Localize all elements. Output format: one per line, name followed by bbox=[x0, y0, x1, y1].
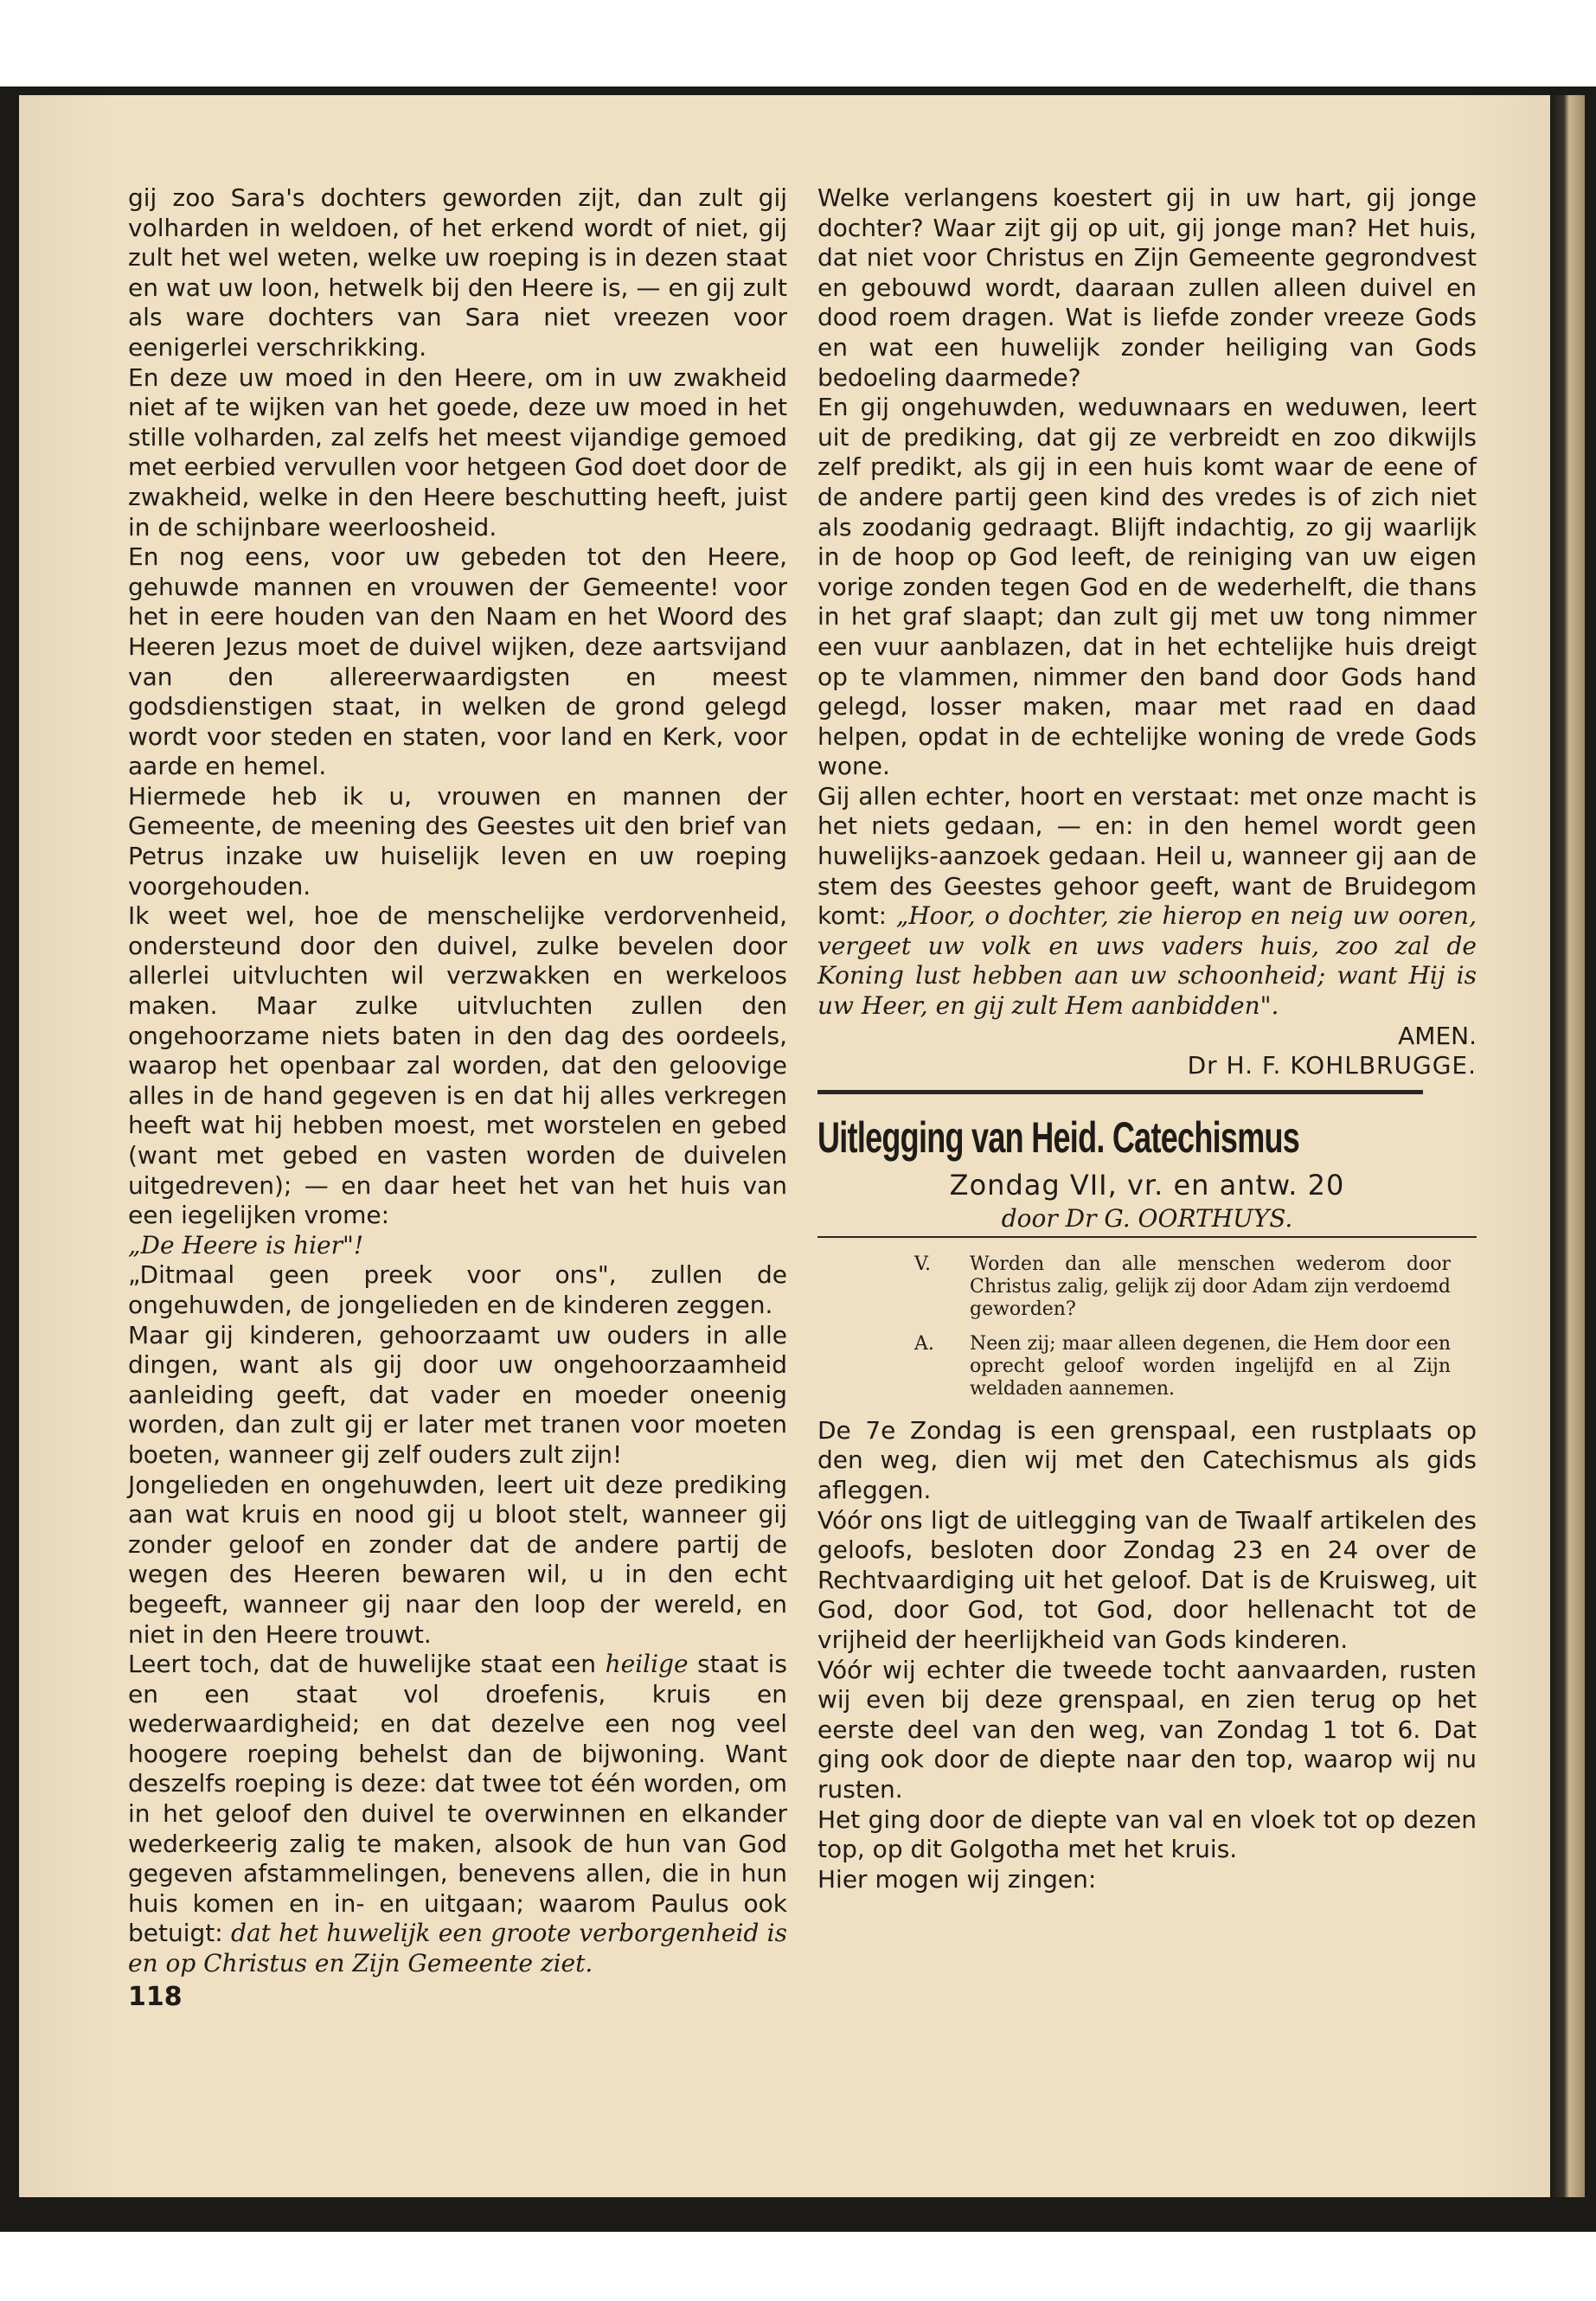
italic-quote: dat het huwelijk een groote verborgenheid is en op Christus en Zijn Gemeente ziet. bbox=[128, 1919, 787, 1978]
left-paragraph: gij zoo Sara's dochters geworden zijt, dan zult gij volharden in weldoen, of het erkend wordt of niet, gij zult het wel weten, welke uw roeping is in dezen staat en wat uw loon, hetwelk bij den Heere is, — en gij zult als ware dochters van Sara niet vreezen voor eenigerlei verschrikking. bbox=[128, 183, 787, 362]
left-paragraph bbox=[128, 1650, 787, 1979]
left-paragraph: Maar gij kinderen, gehoorzaamt uw ouders in alle dingen, want als gij door uw ongehoorzaamheid aanleiding geeft, dat vader en moeder oneenig worden, dan zult gij er later met tranen voor moeten boeten, wanneer gij zelf ouders zult zijn! bbox=[128, 1320, 787, 1469]
right-paragraph bbox=[817, 782, 1477, 1022]
right-paragraph: Welke verlangens koestert gij in uw hart, gij jonge dochter? Waar zijt gij op uit, gij jonge man? Het huis, dat niet voor Christus en Zijn Gemeente gegrondvest en gebouwd wordt, daaraan zullen alleen duivel en dood roem dragen. Wat is liefde zonder vreeze Gods en wat een huwelijk zonder heiliging van Gods bedoeling daarmede? bbox=[817, 183, 1477, 392]
left-paragraph: En nog eens, voor uw gebeden tot den Heere, gehuwde mannen en vrouwen der Gemeente! voor het in eere houden van den Naam en het Woord des Heeren Jezus moet de duivel wijken, deze aartsvijand van den allereerwaardigsten en meest godsdienstigen staat, in welken de grond gelegd wordt voor steden en staten, voor land en Kerk, voor aarde en hemel. bbox=[128, 542, 787, 781]
section-subtitle: Zondag VII, vr. en antw. 20 bbox=[949, 1168, 1345, 1202]
right-paragraph: Hier mogen wij zingen: bbox=[817, 1864, 1097, 1894]
right-paragraph: Vóór ons ligt de uitlegging van de Twaalf artikelen des geloofs, besloten door Zondag 23 en 24 over de Rechtvaardiging uit het geloof. Dat is de Kruisweg, uit God, door God, tot God, door hellenacht tot de vrijheid der heerlijkheid van Gods kinderen. bbox=[817, 1505, 1477, 1654]
right-column bbox=[817, 183, 1477, 1894]
section-divider bbox=[817, 1090, 1423, 1094]
qa-letter: V. bbox=[914, 1253, 932, 1275]
left-column bbox=[128, 183, 787, 2012]
italic-quote: „De Heere is hier"! bbox=[128, 1230, 364, 1259]
left-paragraph-text: Leert toch, dat de huwelijke staat een bbox=[128, 1650, 597, 1679]
left-paragraph: Hiermede heb ik u, vrouwen en mannen der Gemeente, de meening des Geestes uit den brief van Petrus inzake uw huiselijk leven en uw roeping voorgehouden. bbox=[128, 781, 787, 901]
qa-text: Neen zij; maar alleen degenen, die Hem door een oprecht geloof worden ingelijfd en al Zijn weldaden aannemen. bbox=[970, 1332, 1451, 1400]
right-paragraph: En gij ongehuwden, weduwnaars en weduwen, leert uit de prediking, dat gij ze verbreidt en zoo dikwijls zelf predikt, als gij in een huis komt waar de eene of de andere partij geen kind des vredes is of zich niet als zoodanig gedraagt. Blijft indachtig, zo gij waarlijk in de hoop op God leeft, de reiniging van uw eigen vorige zonden tegen God en de wederhelft, die thans in het graf slaapt; dan zult gij met uw tong nimmer een vuur aanblazen, dat in het echtelijke huis dreigt op te vlammen, nimmer den band door Gods hand gelegd, losser maken, maar met raad en daad helpen, opdat in de echtelijke woning de vrede Gods wone. bbox=[817, 393, 1477, 781]
amen: AMEN. bbox=[1398, 1021, 1477, 1050]
section-byline: door Dr G. OORTHUYS. bbox=[817, 1203, 1477, 1238]
left-paragraph: En deze uw moed in den Heere, om in uw zwakheid niet af te wijken van het goede, deze uw moed in het stille volharden, zal zelfs het meest vijandige gemoed met eerbied vervullen voor hetgeen God doet door de zwakheid, welke in den Heere beschutting heeft, juist in de schijnbare weerloosheid. bbox=[128, 362, 787, 542]
left-paragraph-text: staat is en een staat vol droefenis, kruis en wederwaardigheid; en dat dezelve een nog veel hoogere roeping behelst dan de bijwoning. Want deszelfs roeping is deze: dat twee tot één worden, om in het geloof den duivel te overwinnen en elkander wederkeerig zalig te maken, alsook de hun van God gegeven afstammelingen, benevens allen, die in hun huis komen en in- en uitgaan; waarom Paulus ook betuigt: bbox=[128, 1650, 787, 1948]
page-number: 118 bbox=[128, 1981, 183, 2012]
qa-text: Worden dan alle menschen wederom door Christus zalig, gelijk zij door Adam zijn verdoemd geworden? bbox=[970, 1253, 1451, 1320]
author-signature: Dr H. F. KOHLBRUGGE. bbox=[1187, 1051, 1477, 1080]
italic-word: heilige bbox=[605, 1650, 689, 1679]
left-paragraph: Jongelieden en ongehuwden, leert uit deze prediking aan wat kruis en nood gij u bloot stelt, wanneer gij zonder geloof en zonder dat de andere partij de wegen des Heeren bewaren wil, u in den echt begeeft, wanneer gij naar den loop der wereld, en niet in den Heere trouwt. bbox=[128, 1470, 787, 1649]
question-row bbox=[817, 1253, 1477, 1321]
answer-row bbox=[817, 1333, 1477, 1400]
section-title: Uitlegging van Heid. Catechismus bbox=[817, 1112, 1300, 1162]
left-paragraph: „Ditmaal geen preek voor ons", zullen de ongehuwden, de jongelieden en de kinderen zeggen. bbox=[128, 1260, 787, 1319]
question-answer-block bbox=[817, 1253, 1477, 1400]
left-paragraph bbox=[128, 901, 787, 1260]
right-paragraph: De 7e Zondag is een grenspaal, een rustplaats op den weg, dien wij met den Catechismus als gids afleggen. bbox=[817, 1415, 1477, 1504]
right-paragraph: Het ging door de diepte van val en vloek tot op dezen top, op dit Golgotha met het kruis. bbox=[817, 1804, 1477, 1864]
qa-letter: A. bbox=[914, 1332, 934, 1355]
page-edge-strip bbox=[1550, 95, 1585, 2197]
left-paragraph-text: Ik weet wel, hoe de menschelijke verdorvenheid, ondersteund door den duivel, zulke bevelen door allerlei uitvluchten wil verzwakken en werkeloos maken. Maar zulke uitvluchten zullen den ongehoorzame niets baten in den dag des oordeels, waarop het openbaar zal worden, dat den geloovige alles in de hand gegeven is en dat hij alles verkregen heeft wat hij hebben moest, met worstelen en gebed (want met gebed en vasten worden de duivelen uitgedreven); — en daar heet het van het huis van een iegelijken vrome: bbox=[128, 901, 787, 1230]
right-paragraph-text: Gij allen echter, hoort en verstaat: met onze macht is het niets gedaan, — en: in den hemel wordt geen huwelijks-aanzoek gedaan. Heil u, wanneer gij aan de stem des Geestes gehoor geeft, want de Bruidegom komt: bbox=[817, 781, 1477, 931]
italic-quote: „Hoor, o dochter, zie hierop en neig uw ooren, vergeet uw volk en uws vaders huis, zoo zal de Koning lust hebben aan uw schoonheid; want Hij is uw Heer, en gij zult Hem aanbidden". bbox=[817, 901, 1477, 1021]
right-paragraph: Vóór wij echter die tweede tocht aanvaarden, rusten wij even bij deze grenspaal, en zien terug op het eerste deel van den weg, van Zondag 1 tot 6. Dat ging ook door de diepte naar den top, waarop wij nu rusten. bbox=[817, 1655, 1477, 1804]
